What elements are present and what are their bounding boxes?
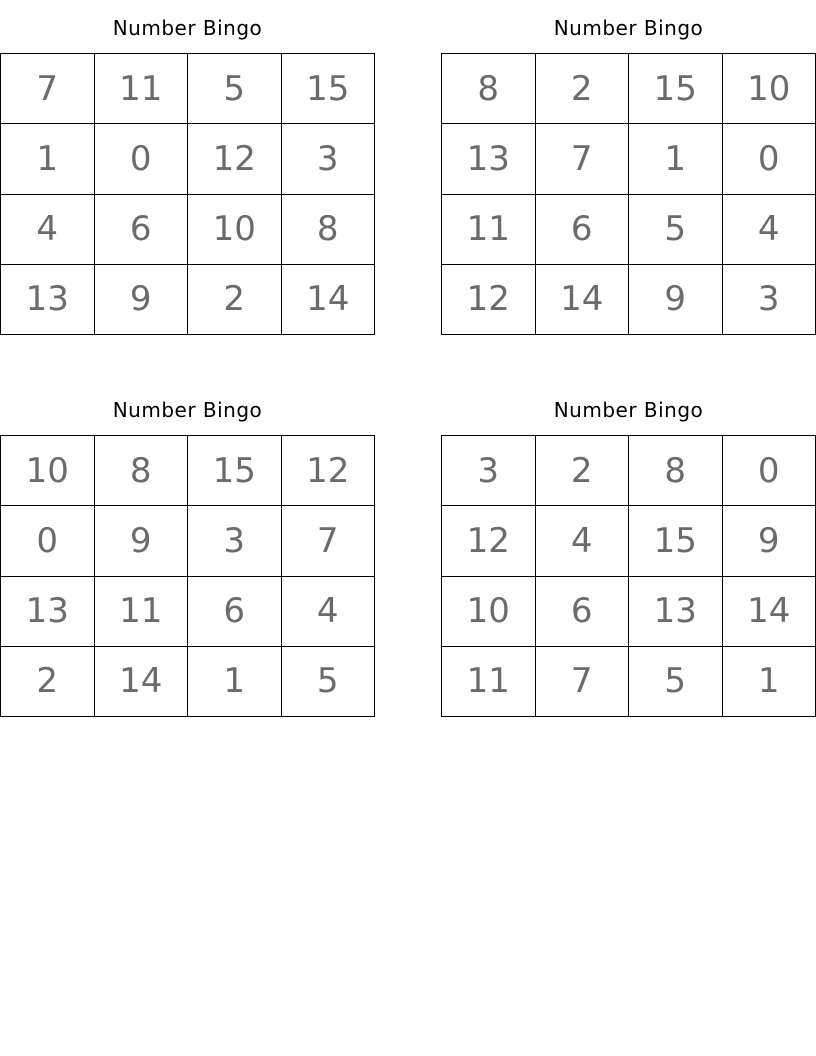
bingo-cell: 1	[723, 647, 816, 717]
bingo-grid	[0, 53, 375, 335]
bingo-cell: 13	[1, 577, 95, 647]
bingo-cell: 6	[95, 195, 189, 265]
bingo-grid	[441, 53, 816, 335]
bingo-cell: 14	[282, 265, 376, 335]
bingo-cell: 0	[723, 124, 816, 194]
bingo-cell: 10	[188, 195, 282, 265]
bingo-cell: 7	[536, 124, 630, 194]
bingo-cell: 9	[95, 265, 189, 335]
bingo-cell: 1	[629, 124, 723, 194]
bingo-cell: 8	[629, 436, 723, 506]
bingo-cell: 14	[95, 647, 189, 717]
bingo-cell: 8	[95, 436, 189, 506]
bingo-cell: 0	[723, 436, 816, 506]
bingo-cell: 3	[723, 265, 816, 335]
bingo-cell: 7	[282, 506, 376, 576]
bingo-cell: 8	[282, 195, 376, 265]
bingo-cell: 6	[536, 195, 630, 265]
bingo-cell: 7	[536, 647, 630, 717]
bingo-card-top-right	[441, 15, 816, 335]
bingo-cell: 8	[442, 54, 536, 124]
bingo-cell: 3	[442, 436, 536, 506]
bingo-cell: 13	[629, 577, 723, 647]
bingo-cell: 10	[442, 577, 536, 647]
bingo-cell: 15	[629, 506, 723, 576]
bingo-card-bottom-left	[0, 397, 375, 717]
bingo-cell: 12	[188, 124, 282, 194]
bingo-grid	[0, 435, 375, 717]
bingo-cell: 4	[723, 195, 816, 265]
bingo-cell: 15	[282, 54, 376, 124]
bingo-cell: 9	[95, 506, 189, 576]
bingo-cell: 11	[95, 577, 189, 647]
bingo-cell: 9	[723, 506, 816, 576]
bingo-cell: 2	[536, 54, 630, 124]
bingo-cell: 12	[282, 436, 376, 506]
bingo-cell: 5	[282, 647, 376, 717]
bingo-cell: 1	[1, 124, 95, 194]
bingo-card-bottom-right	[441, 397, 816, 717]
bingo-cell: 12	[442, 506, 536, 576]
bingo-cell: 15	[629, 54, 723, 124]
bingo-grid	[441, 435, 816, 717]
bingo-cell: 6	[188, 577, 282, 647]
card-title: Number Bingo	[553, 16, 704, 40]
bingo-cell: 0	[1, 506, 95, 576]
bingo-cell: 13	[1, 265, 95, 335]
bingo-cell: 14	[723, 577, 816, 647]
bingo-cell: 11	[95, 54, 189, 124]
bingo-cell: 5	[629, 647, 723, 717]
bingo-cell: 2	[536, 436, 630, 506]
bingo-card-top-left	[0, 15, 375, 335]
bingo-cell: 4	[1, 195, 95, 265]
bingo-cell: 0	[95, 124, 189, 194]
bingo-cell: 14	[536, 265, 630, 335]
bingo-cell: 3	[282, 124, 376, 194]
bingo-cell: 15	[188, 436, 282, 506]
bingo-cell: 7	[1, 54, 95, 124]
bingo-cell: 9	[629, 265, 723, 335]
bingo-cell: 4	[282, 577, 376, 647]
bingo-cell: 6	[536, 577, 630, 647]
bingo-cell: 5	[188, 54, 282, 124]
bingo-cell: 12	[442, 265, 536, 335]
bingo-cell: 10	[1, 436, 95, 506]
bingo-cell: 11	[442, 647, 536, 717]
bingo-cell: 10	[723, 54, 816, 124]
bingo-cell: 4	[536, 506, 630, 576]
bingo-cell: 13	[442, 124, 536, 194]
card-title: Number Bingo	[553, 398, 704, 422]
card-title: Number Bingo	[112, 16, 263, 40]
card-title: Number Bingo	[112, 398, 263, 422]
bingo-cell: 5	[629, 195, 723, 265]
bingo-cell: 1	[188, 647, 282, 717]
bingo-cell: 11	[442, 195, 536, 265]
bingo-cell: 2	[188, 265, 282, 335]
bingo-cell: 2	[1, 647, 95, 717]
bingo-cell: 3	[188, 506, 282, 576]
